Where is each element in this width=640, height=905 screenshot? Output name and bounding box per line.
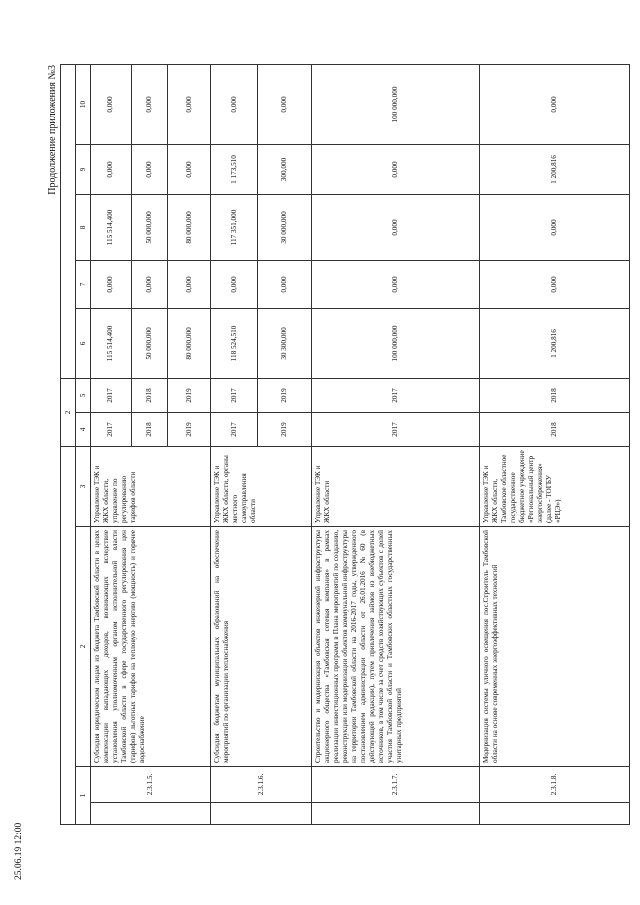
row-description: Строительство и модернизация объектов инженерной инфраструктуры акционерного общества «Тамбовская сетевая компания» в рамках реализации инвестиционных программ в Плана мероприятий по созданию, реконструкции или модернизации объектов коммунальной инфраструктуры на территории Тамбовской области на 2016-2017 годы, утвержденного постановлением администрации области от 26.01.2016 №60 (в действующей редакции), путем привлечения займов из внебюджетных источников, в том числе за счет средств хозяйствующих субъектов с долей участия Тамбовской области и Тамбовских областных государственных унитарных предприятий <box>312 527 479 767</box>
program-table <box>60 64 630 825</box>
cell-c8: 117 351,000 <box>211 195 258 261</box>
cell-c6: 115 514,400 <box>91 309 132 379</box>
row-description: Субсидия бюджетам муниципальных образований на обеспечение мероприятий по организации теплоснабжения <box>211 527 312 767</box>
table-row <box>312 64 479 824</box>
row-blank-cell <box>479 803 629 825</box>
cell-c7: 0,000 <box>312 261 479 309</box>
cell-c10: 0,000 <box>479 64 629 144</box>
cell-y2: 2017 <box>91 379 132 413</box>
rotated-table-block <box>47 65 630 825</box>
header-group-row <box>61 64 76 824</box>
cell-c10: 0,000 <box>131 64 168 144</box>
cell-c6: 118 524,510 <box>211 309 258 379</box>
table-body <box>61 64 630 824</box>
cell-c10: 100 000,000 <box>312 64 479 144</box>
cell-c8: 30 000,000 <box>258 195 312 261</box>
colnum-2: 2 <box>76 527 91 767</box>
row-code: 2.3.1.5. <box>91 767 211 803</box>
cell-y2: 2019 <box>258 379 312 413</box>
row-code: 2.3.1.7. <box>312 767 479 803</box>
row-description: Модернизация системы уличного освещения пос.Строитель Тамбовской области на основе современных энергоэффективных технологий <box>479 527 629 767</box>
cell-c10: 0,000 <box>168 64 211 144</box>
cell-c6: 50 000,000 <box>131 309 168 379</box>
cell-c9: 0,000 <box>131 145 168 195</box>
cell-c7: 0,000 <box>258 261 312 309</box>
header-number-row <box>76 64 91 824</box>
colnum-3: 3 <box>76 447 91 527</box>
cell-c10: 0,000 <box>91 64 132 144</box>
colnum-1: 1 <box>76 767 91 825</box>
cell-c9: 300,000 <box>258 145 312 195</box>
cell-c9: 0,000 <box>168 145 211 195</box>
colnum-4: 4 <box>76 413 91 447</box>
cell-y1: 2018 <box>131 413 168 447</box>
cell-c7: 0,000 <box>479 261 629 309</box>
row-blank-cell <box>312 803 479 825</box>
cell-c10: 0,000 <box>258 64 312 144</box>
cell-c9: 0,000 <box>312 145 479 195</box>
row-executor: Управление ТЭК и ЖКХ области, органы местного самоуправления области <box>211 447 312 527</box>
colnum-7: 7 <box>76 261 91 309</box>
row-blank-cell <box>211 803 312 825</box>
cell-c6: 30 300,000 <box>258 309 312 379</box>
cell-c10: 0,000 <box>211 64 258 144</box>
row-executor: Управление ТЭК и ЖКХ области <box>312 447 479 527</box>
colnum-10: 10 <box>76 64 91 144</box>
colnum-8: 8 <box>76 195 91 261</box>
cell-c8: 0,000 <box>479 195 629 261</box>
cell-y2: 2017 <box>312 379 479 413</box>
cell-c7: 0,000 <box>168 261 211 309</box>
cell-c7: 0,000 <box>211 261 258 309</box>
row-executor: Управление ТЭК и ЖКХ области, Тамбовское областное государственное бюджетное учреждение «Региональный центр энергосбережения» (далее - ТОГБУ «РЦЭ») <box>479 447 629 527</box>
colnum-6: 6 <box>76 309 91 379</box>
cell-c9: 0,000 <box>91 145 132 195</box>
table-row <box>211 64 258 824</box>
header-group-number: 2 <box>61 379 76 447</box>
header-blank-right <box>61 64 76 378</box>
cell-c6: 1 200,816 <box>479 309 629 379</box>
row-code: 2.3.1.6. <box>211 767 312 803</box>
cell-y2: 2017 <box>211 379 258 413</box>
cell-c8: 80 000,000 <box>168 195 211 261</box>
cell-y2: 2019 <box>168 379 211 413</box>
cell-y1: 2017 <box>91 413 132 447</box>
cell-y1: 2017 <box>211 413 258 447</box>
cell-c6: 100 000,000 <box>312 309 479 379</box>
cell-c6: 80 000,000 <box>168 309 211 379</box>
cell-c7: 0,000 <box>131 261 168 309</box>
table-row <box>91 64 132 824</box>
cell-c9: 1 173,510 <box>211 145 258 195</box>
colnum-9: 9 <box>76 145 91 195</box>
cell-y2: 2018 <box>479 379 629 413</box>
cell-c8: 50 000,000 <box>131 195 168 261</box>
cell-c8: 115 514,400 <box>91 195 132 261</box>
table-row <box>479 64 629 824</box>
cell-c8: 0,000 <box>312 195 479 261</box>
cell-y1: 2019 <box>168 413 211 447</box>
cell-c7: 0,000 <box>91 261 132 309</box>
cell-y1: 2017 <box>312 413 479 447</box>
row-executor: Управление ТЭК и ЖКХ области, управление по регулированию тарифов области <box>91 447 211 527</box>
header-blank <box>61 447 76 825</box>
cell-c9: 1 200,816 <box>479 145 629 195</box>
row-blank-cell <box>91 803 211 825</box>
colnum-5: 5 <box>76 379 91 413</box>
row-code: 2.3.1.8. <box>479 767 629 803</box>
appendix-title: Продолжение приложения №3 <box>47 65 58 195</box>
footer-stamp: 25.06.19 12:00 <box>14 822 24 880</box>
cell-y1: 2018 <box>479 413 629 447</box>
row-description: Субсидия юридическим лицам из бюджета Тамбовской области в целях компенсации выпадающих доходов, возникающих вследствие установления уполномоченным органом исполнительной власти Тамбовской области в сфере государственного регулирования цен (тарифов) льготных тарифов на тепловую энергию (мощность) и горячее водоснабжение <box>91 527 211 767</box>
cell-y2: 2018 <box>131 379 168 413</box>
cell-y1: 2019 <box>258 413 312 447</box>
